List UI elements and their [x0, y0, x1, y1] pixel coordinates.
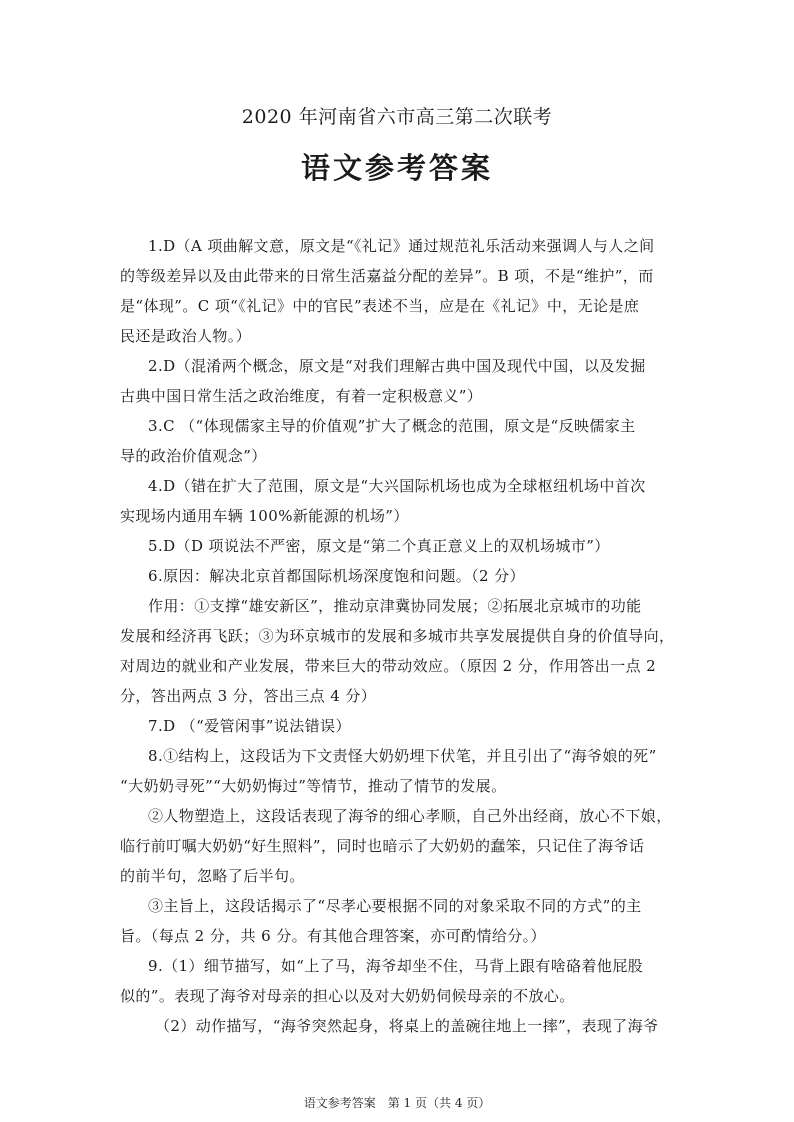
answer-line: （2）动作描写，“海爷突然起身，将桌上的盖碗往地上一摔”，表现了海爷: [155, 1017, 659, 1035]
answer-line: 旨。（每点 2 分，共 6 分。有其他合理答案，亦可酌情给分。）: [120, 927, 546, 945]
answer-line: 似的”。表现了海爷对母亲的担心以及对大奶奶伺候母亲的不放心。: [120, 987, 575, 1005]
answer-line: 古典中国日常生活之政治维度，有着一定积极意义”）: [120, 387, 483, 405]
answer-line: 发展和经济再飞跃；③为环京城市的发展和多城市共享发展提供自身的价值导向，: [120, 627, 675, 645]
answer-line: 8.①结构上，这段话为下文责怪大奶奶埋下伏笔，并且引出了“海爷娘的死”: [148, 747, 657, 765]
answer-line: “大奶奶寻死”“大奶奶悔过”等情节，推动了情节的发展。: [120, 777, 507, 795]
answer-line: 7.D （“爱管闲事”说法错误）: [148, 717, 351, 735]
answer-line: 5.D（D 项说法不严密，原文是“第二个真正意义上的双机场城市”）: [148, 537, 610, 555]
answer-line: 2.D（混淆两个概念，原文是“对我们理解古典中国及现代中国，以及发掘: [148, 357, 646, 375]
answer-line: 3.C （“体现儒家主导的价值观”扩大了概念的范围，原文是“反映儒家主: [148, 417, 636, 435]
answer-line: ③主旨上，这段话揭示了“尽孝心要根据不同的对象采取不同的方式”的主: [148, 897, 642, 915]
answer-line: ②人物塑造上，这段话表现了海爷的细心孝顺，自己外出经商，放心不下娘，: [148, 807, 672, 825]
answer-line: 临行前叮嘱大奶奶“好生照料”，同时也暗示了大奶奶的蠢笨，只记住了海爷话: [120, 837, 645, 855]
answer-line: 1.D（A 项曲解文意，原文是“《礼记》通过规范礼乐活动来强调人与人之间: [148, 237, 655, 255]
answer-line: 4.D（错在扩大了范围，原文是“大兴国际机场也成为全球枢纽机场中首次: [148, 477, 646, 495]
answer-line: 9.（1）细节描写，如“上了马，海爷却坐不住，马背上跟有啥硌着他屁股: [148, 957, 644, 975]
document-subtitle: 语文参考答案: [300, 151, 493, 185]
answer-line: 民还是政治人物。）: [120, 327, 252, 345]
answer-line: 是“体现”。C 项“《礼记》中的官民”表述不当，应是在《礼记》中，无论是庶: [120, 297, 640, 315]
page-footer: 语文参考答案 第 1 页（共 4 页）: [303, 1096, 491, 1110]
answer-line: 对周边的就业和产业发展，带来巨大的带动效应。（原因 2 分，作用答出一点 2: [120, 657, 657, 675]
answer-line: 6.原因：解决北京首都国际机场深度饱和问题。（2 分）: [148, 567, 525, 585]
answer-line: 实现场内通用车辆 100%新能源的机场”）: [120, 507, 409, 525]
answer-line: 分，答出两点 3 分，答出三点 4 分）: [120, 687, 377, 705]
answer-line: 作用：①支撑“雄安新区”，推动京津冀协同发展；②拓展北京城市的功能: [148, 597, 642, 615]
document-title: 2020 年河南省六市高三第二次联考: [241, 106, 553, 128]
answer-line: 导的政治价值观念”）: [120, 447, 267, 465]
answer-line: 的前半句，忽略了后半句。: [120, 867, 305, 885]
answer-line: 的等级差异以及由此带来的日常生活嘉益分配的差异”。B 项，不是“维护”，而: [120, 267, 654, 285]
